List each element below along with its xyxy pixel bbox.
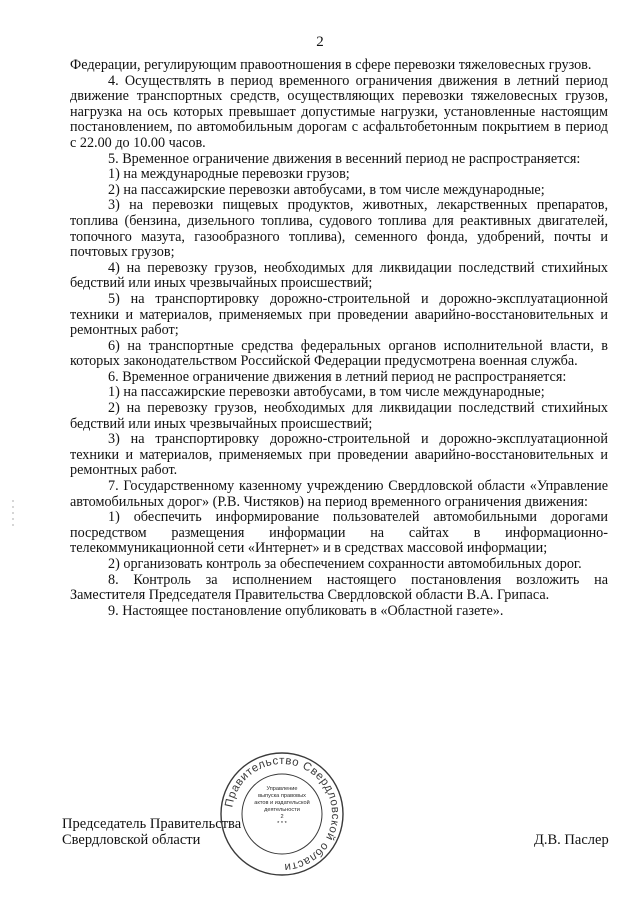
document-paragraph: 1) на пассажирские перевозки автобусами, в том числе международные; [108, 384, 545, 401]
document-paragraph: 3) на перевозки пищевых продуктов, животных, лекарственных препаратов, топлива (бензина, дизельного топлива, судового топлива для реактивных двигателей, топочного мазута, газообразного топлива), семенного фонда, удобрений, почты и почтовых грузов; [70, 197, 608, 261]
document-body [70, 58, 608, 619]
document-paragraph: 2) организовать контроль за обеспечением сохранности автомобильных дорог. [108, 556, 582, 572]
signature-position-line-2: Свердловской области [62, 832, 201, 848]
document-paragraph: 6) на транспортные средства федеральных органов исполнительной власти, в которых законодательством Российской Федерации предусмотрена военная служба. [70, 337, 608, 370]
seal-inner-text [250, 786, 314, 828]
document-paragraph: 1) обеспечить информирование пользователей автомобильными дорогами посредством размещения информации на сайтах в информационно-телекоммуникационной сети «Интернет» и в средствах массовой информации; [70, 509, 608, 557]
document-paragraph: 9. Настоящее постановление опубликовать в «Областной газете». [108, 602, 504, 619]
signature-position-line-1: Председатель Правительства [62, 816, 242, 832]
seal-inner-number: 2 [280, 814, 284, 820]
document-paragraph: 4) на перевозку грузов, необходимых для ликвидации последствий стихийных бедствий или иных чрезвычайных происшествий; [70, 259, 608, 292]
document-paragraph: 8. Контроль за исполнением настоящего постановления возложить на Заместителя Председателя Правительства Свердловской области В.А. Грипаса. [70, 571, 608, 604]
page-number: 2 [316, 34, 324, 50]
seal-inner-line-3: актов и издательской [254, 800, 310, 806]
document-paragraph: 5. Временное ограничение движения в весенний период не распространяется: [108, 150, 581, 167]
document-paragraph: 7. Государственному казенному учреждению Свердловской области «Управление автомобильных дорог» (Р.В. Чистяков) на период временного ограничения движения: [70, 478, 608, 510]
document-paragraph: Федерации, регулирующим правоотношения в сфере перевозки тяжеловесных грузов. [70, 57, 592, 73]
document-paragraph: 3) на транспортировку дорожно-строительной и дорожно-эксплуатационной техники и материалов, применяемых при проведении аварийно-восстановительных и ремонтных работ. [70, 431, 608, 479]
seal-inner-line-4: деятельности [264, 807, 300, 813]
seal-inner-line-1: Управление [266, 786, 298, 792]
document-paragraph: 2) на перевозку грузов, необходимых для ликвидации последствий стихийных бедствий или иных чрезвычайных происшествий; [70, 400, 608, 432]
signature-position [62, 816, 241, 848]
seal-inner-line-2: выпуска правовых [258, 793, 306, 799]
margin-scan-mark [12, 500, 14, 530]
seal-ring-text: Правительство Свердловской области [223, 754, 342, 874]
document-paragraph: 4. Осуществлять в период временного ограничения движения в летний период движение транспортных средств, осуществляющих перевозки тяжеловесных грузов, нагрузка на ось которых превышает допустимые нагрузки, установленные настоящим постановлением, по автомобильным дорогам с асфальтобетонным покрытием в период с 22.00 до 10.00 часов. [70, 72, 608, 151]
seal-stars: * * * [277, 821, 287, 827]
document-paragraph: 1) на международные перевозки грузов; [108, 166, 350, 183]
document-paragraph: 5) на транспортировку дорожно-строительной и дорожно-эксплуатационной техники и материалов, применяемых при проведении аварийно-восстановительных и ремонтных работ; [70, 290, 608, 339]
document-paragraph: 6. Временное ограничение движения в летний период не распространяется: [108, 368, 567, 385]
document-paragraph: 2) на пассажирские перевозки автобусами, в том числе международные; [108, 181, 545, 198]
signature-name: Д.В. Паслер [534, 832, 609, 848]
